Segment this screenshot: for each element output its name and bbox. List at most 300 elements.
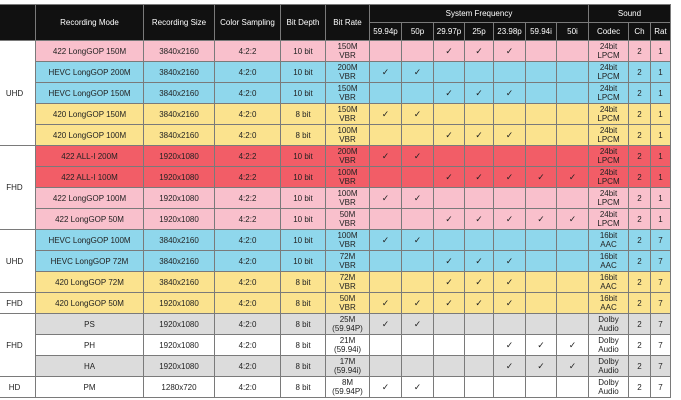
- sample-rate-cell: 1: [651, 188, 671, 209]
- frequency-cell: [557, 188, 589, 209]
- header-rate: Rat: [651, 23, 671, 41]
- check-icon: ✓: [537, 171, 545, 182]
- recording-size-cell: 3840x2160: [144, 251, 215, 272]
- sample-rate-cell: 1: [651, 104, 671, 125]
- channel-cell: 2: [629, 314, 651, 335]
- sample-rate-cell: 1: [651, 83, 671, 104]
- bit-depth-cell: 8 bit: [281, 104, 326, 125]
- header-recording-size: Recording Size: [144, 5, 215, 41]
- check-icon: ✓: [568, 339, 577, 350]
- codec-name: LPCM: [597, 135, 620, 144]
- recording-size-cell: 3840x2160: [144, 41, 215, 62]
- check-icon: ✓: [445, 129, 453, 140]
- sample-rate-cell: 1: [651, 62, 671, 83]
- frequency-cell: [402, 377, 434, 398]
- sample-rate-cell: 7: [651, 335, 671, 356]
- bit-rate-mode: VBR: [339, 177, 356, 186]
- table-body: [0, 41, 671, 398]
- frequency-cell: [402, 41, 434, 62]
- frequency-cell: [557, 41, 589, 62]
- recording-size-cell: 1920x1080: [144, 167, 215, 188]
- bit-rate-cell: [326, 146, 370, 167]
- color-sampling-cell: 4:2:0: [215, 272, 281, 293]
- frequency-cell: [557, 293, 589, 314]
- frequency-cell: [465, 83, 494, 104]
- recording-size-cell: 1920x1080: [144, 188, 215, 209]
- check-icon: ✓: [568, 213, 577, 224]
- bit-rate-value: 50M: [339, 294, 356, 303]
- color-sampling-cell: 4:2:0: [215, 251, 281, 272]
- bit-depth-cell: 8 bit: [281, 272, 326, 293]
- bit-rate-mode: VBR: [339, 135, 356, 144]
- sample-rate-cell: 7: [651, 293, 671, 314]
- table-row: [0, 335, 671, 356]
- bit-rate-mode: VBR: [339, 114, 356, 123]
- frequency-cell: [434, 314, 465, 335]
- frequency-cell: [526, 293, 557, 314]
- codec-name: Audio: [598, 345, 619, 354]
- codec-name: AAC: [600, 303, 617, 312]
- color-sampling-cell: 4:2:0: [215, 62, 281, 83]
- header-freq-6: 50i: [557, 23, 589, 41]
- codec-bits: 24bit: [599, 126, 618, 135]
- frequency-cell: [434, 209, 465, 230]
- recording-mode-cell: HEVC LongGOP 150M: [36, 83, 144, 104]
- channel-cell: 2: [629, 146, 651, 167]
- frequency-cell: [402, 125, 434, 146]
- channel-cell: 2: [629, 41, 651, 62]
- check-icon: ✓: [381, 150, 390, 161]
- frequency-cell: [402, 335, 434, 356]
- frequency-cell: [526, 335, 557, 356]
- codec-bits: Dolby: [598, 315, 619, 324]
- sample-rate-cell: 7: [651, 251, 671, 272]
- check-icon: ✓: [381, 297, 390, 308]
- check-icon: ✓: [381, 66, 390, 77]
- table-row: [0, 167, 671, 188]
- bit-depth-cell: 10 bit: [281, 188, 326, 209]
- codec-cell: [589, 335, 629, 356]
- frequency-cell: [557, 230, 589, 251]
- frequency-cell: [465, 62, 494, 83]
- frequency-cell: [557, 209, 589, 230]
- table-row: [0, 41, 671, 62]
- bit-depth-cell: 10 bit: [281, 251, 326, 272]
- check-icon: ✓: [381, 318, 390, 329]
- codec-bits: 24bit: [599, 84, 618, 93]
- frequency-cell: [370, 272, 402, 293]
- frequency-cell: [370, 188, 402, 209]
- color-sampling-cell: 4:2:0: [215, 314, 281, 335]
- check-icon: ✓: [505, 339, 514, 350]
- sample-rate-cell: 1: [651, 209, 671, 230]
- bit-depth-cell: 8 bit: [281, 377, 326, 398]
- check-icon: ✓: [445, 45, 453, 56]
- frequency-cell: [526, 104, 557, 125]
- frequency-cell: [557, 125, 589, 146]
- channel-cell: 2: [629, 83, 651, 104]
- sample-rate-cell: 1: [651, 167, 671, 188]
- codec-bits: 16bit: [599, 231, 618, 240]
- channel-cell: 2: [629, 167, 651, 188]
- color-sampling-cell: 4:2:0: [215, 83, 281, 104]
- codec-name: LPCM: [597, 177, 620, 186]
- bit-rate-value: 21M: [339, 336, 356, 345]
- table-row: [0, 356, 671, 377]
- check-icon: ✓: [445, 213, 453, 224]
- bit-rate-mode: VBR: [339, 93, 356, 102]
- frequency-cell: [557, 146, 589, 167]
- bit-rate-cell: [326, 356, 370, 377]
- codec-name: Audio: [598, 366, 619, 375]
- frequency-cell: [494, 83, 526, 104]
- bit-rate-mode: VBR: [339, 303, 356, 312]
- frequency-cell: [370, 62, 402, 83]
- header-sound: Sound: [589, 5, 671, 23]
- group-label: UHD: [0, 41, 36, 146]
- frequency-cell: [465, 293, 494, 314]
- frequency-cell: [434, 83, 465, 104]
- bit-rate-cell: [326, 335, 370, 356]
- bit-rate-cell: [326, 209, 370, 230]
- frequency-cell: [465, 188, 494, 209]
- bit-rate-value: 50M: [339, 210, 356, 219]
- frequency-cell: [526, 167, 557, 188]
- header-bit-rate: Bit Rate: [326, 5, 370, 41]
- bit-depth-cell: 10 bit: [281, 83, 326, 104]
- codec-name: LPCM: [597, 198, 620, 207]
- bit-rate-mode: VBR: [339, 261, 356, 270]
- frequency-cell: [557, 377, 589, 398]
- table-row: [0, 188, 671, 209]
- sample-rate-cell: 7: [651, 314, 671, 335]
- frequency-cell: [494, 377, 526, 398]
- table-row: [0, 377, 671, 398]
- frequency-cell: [370, 230, 402, 251]
- codec-cell: [589, 167, 629, 188]
- channel-cell: 2: [629, 335, 651, 356]
- codec-name: LPCM: [597, 72, 620, 81]
- check-icon: ✓: [475, 255, 483, 266]
- frequency-cell: [402, 272, 434, 293]
- check-icon: ✓: [568, 171, 577, 182]
- frequency-cell: [465, 356, 494, 377]
- channel-cell: 2: [629, 377, 651, 398]
- check-icon: ✓: [413, 234, 422, 245]
- bit-rate-value: 100M: [337, 189, 358, 198]
- frequency-cell: [465, 314, 494, 335]
- codec-bits: Dolby: [598, 336, 619, 345]
- color-sampling-cell: 4:2:0: [215, 356, 281, 377]
- frequency-cell: [465, 209, 494, 230]
- color-sampling-cell: 4:2:0: [215, 293, 281, 314]
- bit-depth-cell: 8 bit: [281, 293, 326, 314]
- recording-size-cell: 3840x2160: [144, 230, 215, 251]
- check-icon: ✓: [381, 234, 390, 245]
- header-recording-mode: Recording Mode: [36, 5, 144, 41]
- check-icon: ✓: [475, 297, 483, 308]
- recording-mode-cell: 420 LongGOP 100M: [36, 125, 144, 146]
- frequency-cell: [494, 293, 526, 314]
- recording-mode-cell: HA: [36, 356, 144, 377]
- frequency-cell: [370, 314, 402, 335]
- frequency-cell: [494, 41, 526, 62]
- channel-cell: 2: [629, 209, 651, 230]
- frequency-cell: [402, 146, 434, 167]
- recording-mode-cell: 422 ALL-I 100M: [36, 167, 144, 188]
- bit-rate-value: 150M: [337, 105, 358, 114]
- frequency-cell: [434, 335, 465, 356]
- check-icon: ✓: [505, 129, 514, 140]
- recording-mode-cell: 422 ALL-I 200M: [36, 146, 144, 167]
- frequency-cell: [370, 125, 402, 146]
- check-icon: ✓: [445, 276, 453, 287]
- bit-rate-mode: VBR: [339, 51, 356, 60]
- bit-depth-cell: 8 bit: [281, 314, 326, 335]
- bit-rate-cell: [326, 272, 370, 293]
- frequency-cell: [557, 251, 589, 272]
- bit-depth-cell: 10 bit: [281, 230, 326, 251]
- frequency-cell: [402, 251, 434, 272]
- color-sampling-cell: 4:2:0: [215, 377, 281, 398]
- recording-size-cell: 1920x1080: [144, 335, 215, 356]
- bit-rate-value: 25M: [339, 315, 356, 324]
- check-icon: ✓: [413, 381, 422, 392]
- recording-mode-cell: 420 LongGOP 50M: [36, 293, 144, 314]
- recording-mode-cell: 422 LongGOP 100M: [36, 188, 144, 209]
- recording-size-cell: 3840x2160: [144, 83, 215, 104]
- codec-name: Audio: [598, 324, 619, 333]
- recording-size-cell: 1920x1080: [144, 209, 215, 230]
- check-icon: ✓: [445, 297, 453, 308]
- recording-mode-cell: PM: [36, 377, 144, 398]
- frequency-cell: [434, 125, 465, 146]
- bit-rate-cell: [326, 377, 370, 398]
- channel-cell: 2: [629, 293, 651, 314]
- table-row: [0, 293, 671, 314]
- frequency-cell: [526, 125, 557, 146]
- bit-rate-mode: VBR: [339, 240, 356, 249]
- table-row: [0, 230, 671, 251]
- frequency-cell: [465, 146, 494, 167]
- bit-rate-value: 150M: [337, 42, 358, 51]
- check-icon: ✓: [505, 45, 514, 56]
- recording-size-cell: 3840x2160: [144, 125, 215, 146]
- codec-cell: [589, 125, 629, 146]
- table-row: [0, 125, 671, 146]
- bit-rate-cell: [326, 251, 370, 272]
- frequency-cell: [370, 41, 402, 62]
- check-icon: ✓: [475, 129, 483, 140]
- check-icon: ✓: [445, 171, 453, 182]
- recording-mode-table: [0, 4, 671, 398]
- bit-rate-mode: VBR: [339, 156, 356, 165]
- color-sampling-cell: 4:2:2: [215, 167, 281, 188]
- check-icon: ✓: [413, 150, 422, 161]
- table-row: [0, 104, 671, 125]
- frequency-cell: [402, 293, 434, 314]
- frequency-cell: [370, 83, 402, 104]
- check-icon: ✓: [413, 108, 422, 119]
- frequency-cell: [494, 209, 526, 230]
- check-icon: ✓: [505, 171, 514, 182]
- bit-rate-mode: (59.94i): [333, 345, 362, 354]
- frequency-cell: [526, 209, 557, 230]
- recording-mode-cell: HEVC LongGOP 72M: [36, 251, 144, 272]
- frequency-cell: [402, 314, 434, 335]
- color-sampling-cell: 4:2:2: [215, 209, 281, 230]
- bit-rate-cell: [326, 167, 370, 188]
- frequency-cell: [494, 251, 526, 272]
- group-label: FHD: [0, 293, 36, 314]
- codec-name: AAC: [600, 261, 617, 270]
- bit-depth-cell: 10 bit: [281, 167, 326, 188]
- frequency-cell: [370, 293, 402, 314]
- frequency-cell: [526, 188, 557, 209]
- frequency-cell: [370, 356, 402, 377]
- bit-rate-value: 150M: [337, 84, 358, 93]
- sample-rate-cell: 7: [651, 230, 671, 251]
- recording-mode-cell: 420 LongGOP 72M: [36, 272, 144, 293]
- table-row: [0, 272, 671, 293]
- bit-depth-cell: 10 bit: [281, 209, 326, 230]
- frequency-cell: [557, 356, 589, 377]
- bit-rate-mode: VBR: [339, 219, 356, 228]
- recording-mode-cell: PS: [36, 314, 144, 335]
- table-row: [0, 209, 671, 230]
- frequency-cell: [526, 377, 557, 398]
- codec-name: AAC: [600, 240, 617, 249]
- bit-rate-cell: [326, 104, 370, 125]
- header-color-sampling: Color Sampling: [215, 5, 281, 41]
- frequency-cell: [526, 314, 557, 335]
- frequency-cell: [494, 314, 526, 335]
- recording-size-cell: 1920x1080: [144, 146, 215, 167]
- check-icon: ✓: [445, 255, 453, 266]
- frequency-cell: [434, 356, 465, 377]
- frequency-cell: [402, 356, 434, 377]
- frequency-cell: [557, 104, 589, 125]
- frequency-cell: [465, 230, 494, 251]
- bit-rate-value: 100M: [337, 231, 358, 240]
- sample-rate-cell: 7: [651, 356, 671, 377]
- header-codec: Codec: [589, 23, 629, 41]
- frequency-cell: [494, 62, 526, 83]
- recording-size-cell: 3840x2160: [144, 272, 215, 293]
- check-icon: ✓: [413, 192, 422, 203]
- check-icon: ✓: [537, 360, 545, 371]
- bit-rate-value: 8M: [341, 378, 354, 387]
- frequency-cell: [434, 104, 465, 125]
- frequency-cell: [557, 335, 589, 356]
- codec-name: Audio: [598, 387, 619, 396]
- codec-bits: 24bit: [599, 63, 618, 72]
- frequency-cell: [494, 272, 526, 293]
- header-freq-0: 59.94p: [370, 23, 402, 41]
- spec-table-wrapper: [0, 4, 671, 398]
- frequency-cell: [526, 146, 557, 167]
- recording-size-cell: 1920x1080: [144, 293, 215, 314]
- check-icon: ✓: [475, 276, 483, 287]
- check-icon: ✓: [475, 45, 483, 56]
- codec-name: LPCM: [597, 156, 620, 165]
- frequency-cell: [526, 230, 557, 251]
- check-icon: ✓: [445, 87, 453, 98]
- codec-cell: [589, 188, 629, 209]
- frequency-cell: [465, 335, 494, 356]
- check-icon: ✓: [475, 213, 483, 224]
- codec-bits: 16bit: [599, 294, 618, 303]
- codec-bits: Dolby: [598, 378, 619, 387]
- channel-cell: 2: [629, 251, 651, 272]
- codec-bits: 24bit: [599, 168, 618, 177]
- check-icon: ✓: [475, 171, 483, 182]
- frequency-cell: [494, 335, 526, 356]
- frequency-cell: [434, 188, 465, 209]
- check-icon: ✓: [505, 87, 514, 98]
- check-icon: ✓: [568, 360, 577, 371]
- bit-depth-cell: 10 bit: [281, 41, 326, 62]
- group-label: HD: [0, 377, 36, 398]
- codec-bits: 16bit: [599, 273, 618, 282]
- table-row: [0, 62, 671, 83]
- bit-rate-mode: (59.94i): [333, 366, 362, 375]
- frequency-cell: [494, 230, 526, 251]
- bit-rate-value: 17M: [339, 357, 356, 366]
- bit-depth-cell: 10 bit: [281, 146, 326, 167]
- frequency-cell: [402, 209, 434, 230]
- header-freq-2: 29.97p: [434, 23, 465, 41]
- frequency-cell: [402, 83, 434, 104]
- check-icon: ✓: [505, 213, 514, 224]
- codec-cell: [589, 209, 629, 230]
- bit-rate-value: 72M: [339, 252, 356, 261]
- bit-rate-cell: [326, 314, 370, 335]
- color-sampling-cell: 4:2:2: [215, 188, 281, 209]
- frequency-cell: [526, 83, 557, 104]
- bit-rate-cell: [326, 293, 370, 314]
- check-icon: ✓: [505, 255, 514, 266]
- bit-rate-value: 200M: [337, 63, 358, 72]
- recording-size-cell: 1920x1080: [144, 314, 215, 335]
- frequency-cell: [465, 377, 494, 398]
- group-label: FHD: [0, 146, 36, 230]
- color-sampling-cell: 4:2:2: [215, 146, 281, 167]
- channel-cell: 2: [629, 104, 651, 125]
- frequency-cell: [402, 230, 434, 251]
- frequency-cell: [370, 251, 402, 272]
- codec-name: AAC: [600, 282, 617, 291]
- codec-cell: [589, 377, 629, 398]
- header-freq-4: 23.98p: [494, 23, 526, 41]
- frequency-cell: [557, 272, 589, 293]
- check-icon: ✓: [537, 213, 545, 224]
- check-icon: ✓: [537, 339, 545, 350]
- group-label: UHD: [0, 230, 36, 293]
- codec-name: LPCM: [597, 51, 620, 60]
- frequency-cell: [494, 188, 526, 209]
- recording-size-cell: 3840x2160: [144, 62, 215, 83]
- codec-cell: [589, 251, 629, 272]
- frequency-cell: [526, 272, 557, 293]
- bit-rate-cell: [326, 41, 370, 62]
- table-row: [0, 146, 671, 167]
- codec-bits: 24bit: [599, 105, 618, 114]
- channel-cell: 2: [629, 62, 651, 83]
- recording-mode-cell: 420 LongGOP 150M: [36, 104, 144, 125]
- frequency-cell: [370, 209, 402, 230]
- frequency-cell: [434, 251, 465, 272]
